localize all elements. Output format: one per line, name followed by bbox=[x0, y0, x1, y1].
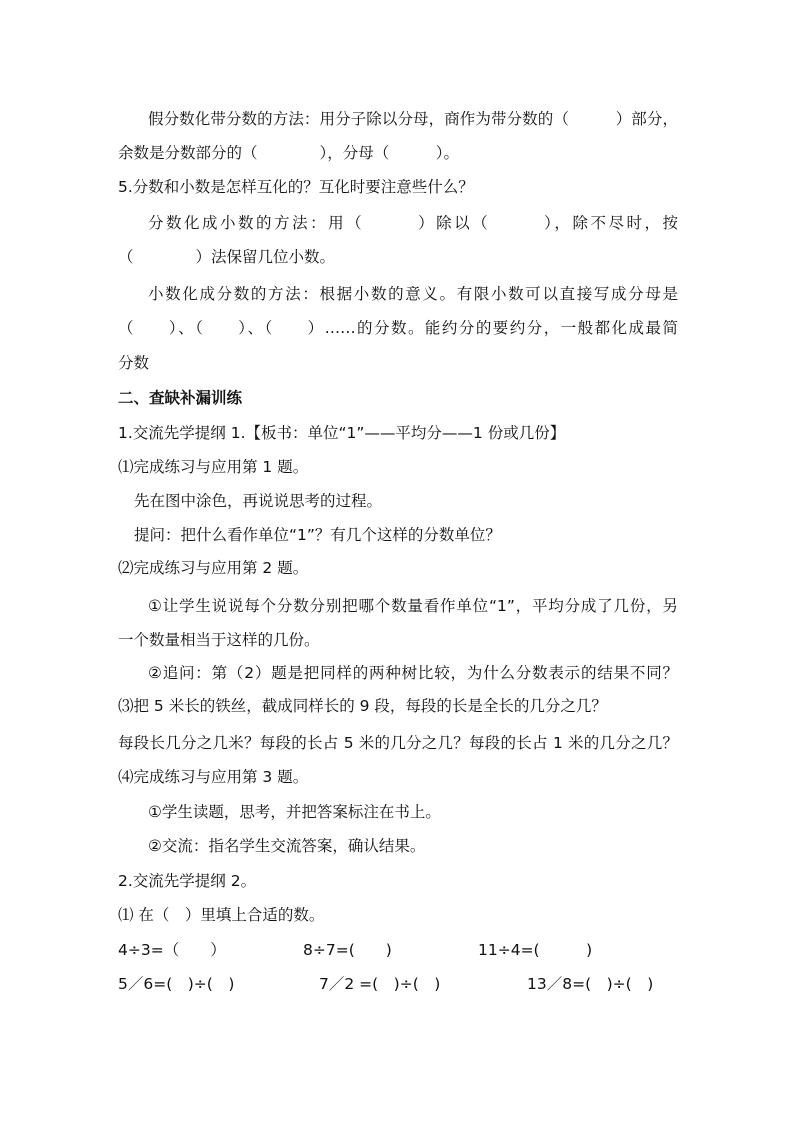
text-line: 分数 bbox=[118, 354, 150, 372]
outline-item-1: 1.交流先学提纲 1.【板书：单位“1”——平均分——1 份或几份】 bbox=[118, 424, 566, 442]
text-line: （ ）、（ ）、（ ）……的分数。能约分的要约分，一般都化成最简 bbox=[118, 319, 678, 337]
text-line: （ ）法保留几位小数。 bbox=[118, 248, 336, 266]
text-line: 假分数化带分数的方法：用分子除以分母，商作为带分数的（ ）部分， bbox=[148, 110, 678, 128]
exercise: 11÷4=( ) bbox=[478, 941, 593, 959]
exercise: 5／6=( )÷( ) bbox=[118, 975, 235, 993]
sub-item: ⑴ 在（ ）里填上合适的数。 bbox=[118, 906, 325, 924]
text-line: 先在图中涂色，再说说思考的过程。 bbox=[134, 492, 383, 510]
exercise: 4÷3=（ ） bbox=[118, 941, 226, 959]
sub-item: ⑵完成练习与应用第 2 题。 bbox=[118, 559, 309, 577]
text-line: 余数是分数部分的（ ），分母（ ）。 bbox=[118, 144, 460, 162]
text-line: 提问：把什么看作单位“1”？有几个这样的分数单位？ bbox=[134, 526, 501, 544]
exercise: 8÷7=( ) bbox=[303, 941, 392, 959]
text-line: 分数化成小数的方法：用（ ）除以（ ），除不尽时，按 bbox=[148, 214, 678, 232]
section-heading: 二、查缺补漏训练 bbox=[118, 389, 243, 407]
outline-item-2: 2.交流先学提纲 2。 bbox=[118, 872, 257, 890]
exercise: 13／8=( )÷( ) bbox=[527, 975, 654, 993]
sub-item: ⑴完成练习与应用第 1 题。 bbox=[118, 458, 309, 476]
question-5: 5.分数和小数是怎样互化的？互化时要注意些什么？ bbox=[118, 178, 474, 196]
text-line: 小数化成分数的方法：根据小数的意义。有限小数可以直接写成分母是 bbox=[148, 285, 678, 303]
text-line: ②交流：指名学生交流答案，确认结果。 bbox=[148, 837, 426, 855]
text-line: 一个数量相当于这样的几份。 bbox=[118, 631, 320, 649]
text-line: 每段长几分之几米？每段的长占 5 米的几分之几？每段的长占 1 米的几分之几？ bbox=[118, 734, 678, 752]
text-line: ①让学生说说每个分数分别把哪个数量看作单位“1”，平均分成了几份，另 bbox=[148, 597, 678, 615]
sub-item: ⑶把 5 米长的铁丝，截成同样长的 9 段，每段的长是全长的几分之几？ bbox=[118, 697, 607, 715]
text-line: ②追问：第（2）题是把同样的两种树比较，为什么分数表示的结果不同？ bbox=[148, 664, 678, 682]
sub-item: ⑷完成练习与应用第 3 题。 bbox=[118, 768, 309, 786]
exercise: 7／2 =( )÷( ) bbox=[319, 975, 441, 993]
text-line: ①学生读题，思考，并把答案标注在书上。 bbox=[148, 803, 441, 821]
